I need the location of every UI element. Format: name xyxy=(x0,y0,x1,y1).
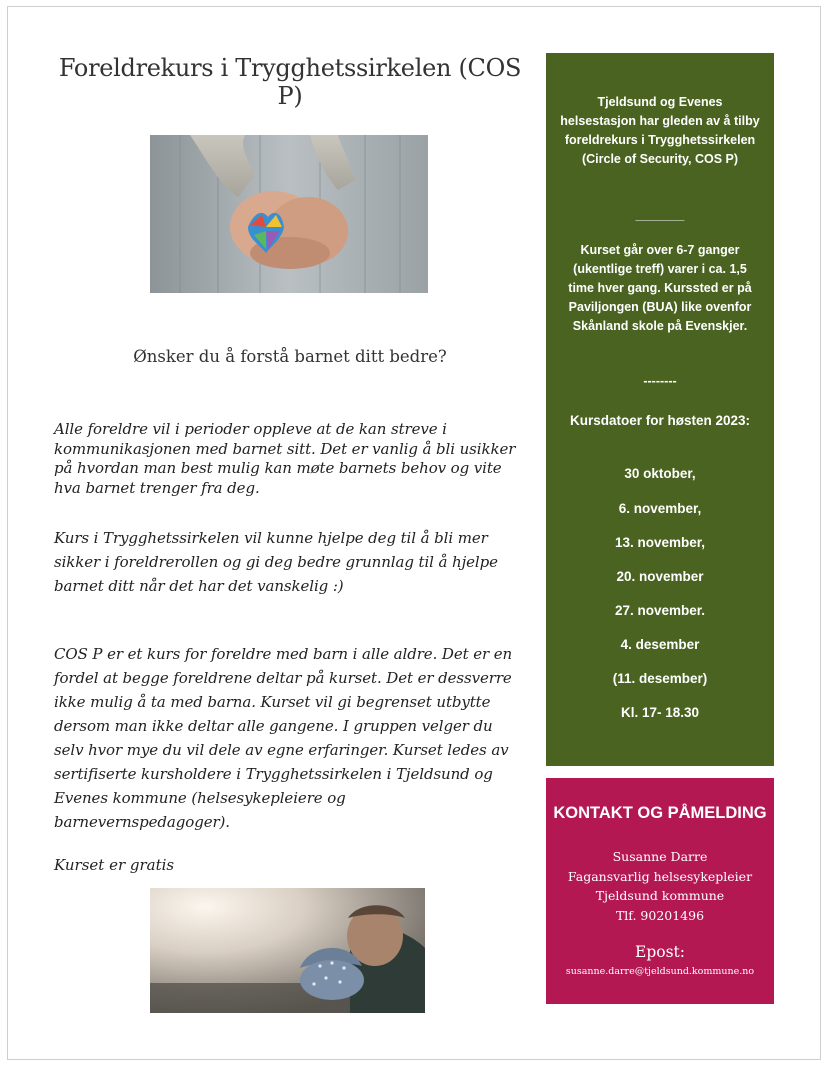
page-title: Foreldrekurs i Trygghetssirkelen (COS P) xyxy=(58,54,522,110)
course-dates-title: Kursdatoer for høsten 2023: xyxy=(569,413,751,428)
contact-name: Susanne Darre xyxy=(612,849,708,864)
hands-heart-photo xyxy=(150,135,428,293)
father-child-photo xyxy=(150,888,425,1013)
course-date-item: 20. november xyxy=(616,569,704,584)
divider-dashes: -------- xyxy=(643,374,677,388)
contact-role: Fagansvarlig helsesykepleier xyxy=(567,869,753,884)
contact-email[interactable]: susanne.darre@tjeldsund.kommune.no xyxy=(565,966,755,977)
paragraph-intro: Alle foreldre vil i perioder oppleve at de kan streve i kommunikasjonen med barnet sitt. Det er vanlig å bli usikker på hvordan man best mulig kan møte barnets behov og vite hva barnet trenger fra deg. xyxy=(54,420,516,497)
paragraph-course-benefit: Kurs i Trygghetssirkelen vil kunne hjelpe deg til å bli mer sikker i foreldrerollen og gi deg bedre grunnlag til å hjelpe barnet ditt når det har det vanskelig :) xyxy=(54,529,498,595)
contact-organization: Tjeldsund kommune xyxy=(595,888,725,903)
contact-panel xyxy=(546,778,774,1004)
course-date-item: 4. desember xyxy=(620,637,700,652)
divider-rule: _______ xyxy=(635,208,685,222)
course-date-item: 13. november, xyxy=(614,535,706,550)
course-schedule-text: Kurset går over 6-7 ganger (ukentlige treff) varer i ca. 1,5 time hver gang. Kurssted er på Paviljongen (BUA) like ovenfor Skånland skole på Evenskjer. xyxy=(568,243,752,333)
contact-heading: KONTAKT OG PÅMELDING xyxy=(553,804,767,822)
paragraph-course-details: COS P er et kurs for foreldre med barn i alle aldre. Det er en fordel at begge foreldrene deltar på kurset. Det er dessverre ikke mulig å ta med barna. Kurset vil gi begrenset utbytte dersom man ikke deltar alle gangene. I gruppen velger du selv hvor mye du vil dele av egne erfaringer. Kurset ledes av sertifiserte kursholdere i Trygghetssirkelen i Tjeldsund og Evenes kommune (helsesykepleiere og barnevernspedagoger). xyxy=(54,645,513,831)
paragraph-free: Kurset er gratis xyxy=(54,856,175,874)
course-date-item: (11. desember) xyxy=(612,671,708,686)
question-heading: Ønsker du å forstå barnet ditt bedre? xyxy=(133,347,447,366)
course-info-panel xyxy=(546,53,774,766)
course-date-item: 27. november. xyxy=(614,603,706,618)
contact-email-label: Epost: xyxy=(635,943,685,961)
course-date-item: 6. november, xyxy=(618,501,702,516)
course-intro-text: Tjeldsund og Evenes helsestasjon har gleden av å tilby foreldrekurs i Trygghetssirkelen (Circle of Security, COS P) xyxy=(560,95,760,166)
contact-phone: Tlf. 90201496 xyxy=(615,908,705,923)
course-date-item: 30 oktober, xyxy=(624,466,696,481)
course-time: Kl. 17- 18.30 xyxy=(620,705,700,720)
